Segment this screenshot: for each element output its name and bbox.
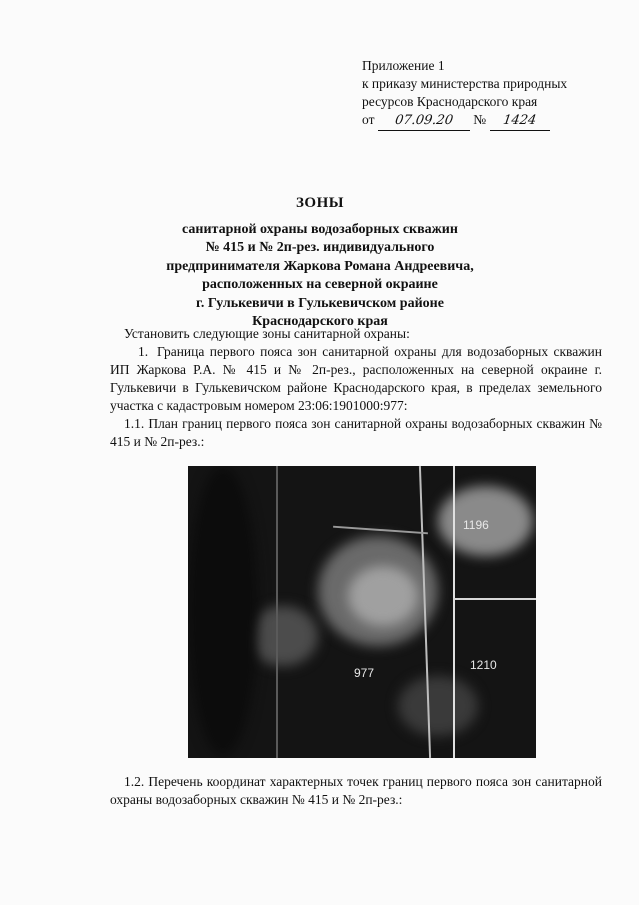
title-line: предпринимателя Жаркова Романа Андреевича, [166, 258, 474, 274]
parcel-border [453, 598, 536, 600]
parcel-border [453, 466, 455, 758]
appendix-date-number [362, 111, 622, 131]
paragraph-1-2: 1.2. Перечень координат характерных точек границ первого пояса зон санитарной охраны водозаборных скважин № 415 и № 2п-рез.: [110, 774, 602, 807]
title-line: № 415 и № 2п-рез. индивидуального [205, 240, 435, 255]
boundary-plan-map [188, 466, 536, 758]
order-number-value: 1424 [501, 113, 538, 128]
document-body [110, 325, 602, 451]
title-line: Краснодарского края [252, 314, 388, 329]
order-date-value: 07.09.20 [393, 113, 454, 128]
paragraph-1-text: Граница первого пояса зон санитарной охраны для водозаборных скважин ИП Жаркова Р.А. № 415 и № 2п-рез., расположенных на северной окраине г. Гулькевичи в Гулькевичском районе Краснодарского края, в пределах земельного участка с кадастровым номером 23:06:1901000:977: [110, 344, 602, 413]
appendix-order-line: к приказу министерства природных [362, 76, 568, 91]
parcel-border [333, 526, 428, 535]
parcel-border [276, 466, 278, 758]
parcel-label-1210: 1210 [470, 658, 497, 672]
appendix-ministry-line: ресурсов Краснодарского края [362, 94, 538, 109]
title-line: г. Гулькевичи в Гулькевичском районе [196, 295, 444, 311]
title-line: санитарной охраны водозаборных скважин [182, 221, 458, 237]
number-prefix: № [473, 112, 487, 127]
date-prefix: от [362, 112, 375, 127]
paragraph-1-number: 1. [138, 344, 149, 359]
appendix-title: Приложение 1 [362, 58, 445, 73]
parcel-label-1196: 1196 [463, 518, 489, 532]
parcel-label-977: 977 [354, 666, 375, 680]
paragraph-1 [110, 343, 602, 415]
title-main: ЗОНЫ [296, 195, 344, 211]
order-number-field [490, 111, 550, 131]
appendix-block [362, 57, 622, 131]
order-date-field [378, 111, 470, 131]
title-line: расположенных на северной окраине [202, 277, 438, 292]
intro-paragraph: Установить следующие зоны санитарной охраны: [124, 326, 410, 341]
paragraph-1-1: 1.1. План границ первого пояса зон санитарной охраны водозаборных скважин № 415 и № 2п-рез.: [110, 416, 602, 449]
document-title [120, 194, 520, 332]
